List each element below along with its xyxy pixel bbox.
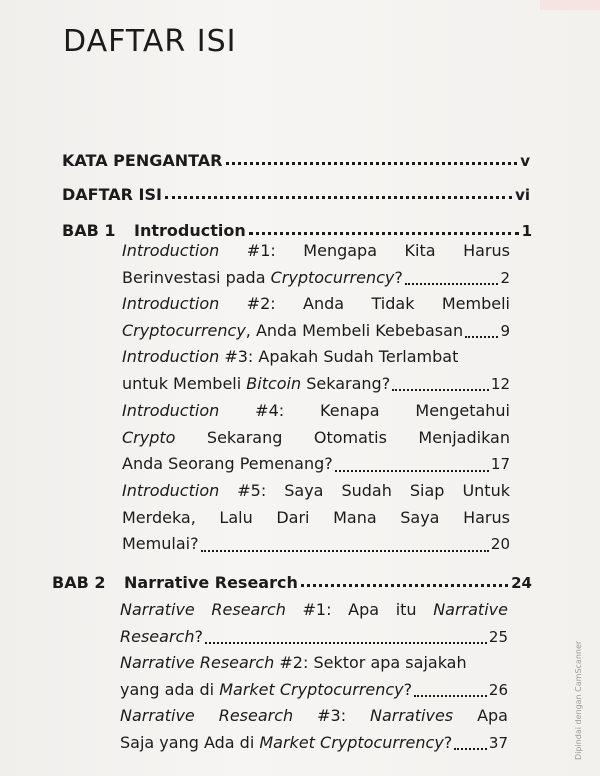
text: Sekarang? [301, 373, 391, 393]
word: Apa [348, 600, 380, 619]
subentry-page: 26 [488, 680, 508, 699]
text: Berinvestasi pada [122, 267, 271, 287]
word: Saya [284, 481, 324, 500]
chapter-page: 1 [521, 222, 532, 240]
word: Crypto [122, 427, 176, 447]
subentry-page: 37 [488, 733, 508, 752]
chapter-title: Introduction [134, 221, 246, 240]
word: Research [211, 600, 286, 619]
text: Cryptocurrency [270, 267, 395, 287]
word: Kenapa [320, 401, 380, 420]
subentry-line [120, 703, 508, 730]
word: #5: [237, 481, 267, 500]
leader-dots [249, 232, 519, 235]
leader-dots [201, 550, 489, 552]
page-edge [540, 0, 600, 10]
word: Introduction [122, 481, 220, 500]
subentry-page: 20 [490, 535, 510, 553]
text: Saja yang Ada di [120, 732, 260, 752]
text: ? [443, 732, 453, 752]
leader-dots [454, 748, 487, 750]
word: #1: [246, 241, 276, 260]
toc-subentry-narrative-2[interactable] [120, 650, 508, 703]
chapter-title: Narrative Research [124, 573, 298, 592]
subentry-line [122, 344, 510, 371]
word: Dari [276, 507, 310, 527]
word: Membeli [441, 294, 510, 313]
text: ? [194, 626, 203, 646]
toc-subentry-intro-2[interactable] [122, 291, 510, 344]
text: Cryptocurrency [122, 320, 246, 340]
leader-dots [226, 162, 518, 165]
subentry-line [122, 238, 510, 265]
word: Untuk [462, 481, 510, 500]
toc-subentry-intro-4[interactable] [122, 398, 510, 478]
word: Narrative [433, 600, 508, 619]
subentry-line [122, 425, 510, 452]
subentry-line [122, 371, 510, 398]
subentry-line [122, 265, 510, 292]
word: Sudah [341, 481, 392, 500]
word: Merdeka, [122, 507, 196, 527]
leader-dots [405, 283, 499, 285]
toc-entry-page: vi [515, 186, 530, 204]
word: Saya [400, 507, 440, 527]
toc-chapter-1[interactable] [62, 212, 532, 240]
text: #3: Apakah Sudah Terlambat [219, 347, 459, 366]
leader-dots [205, 642, 487, 644]
subentry-page: 17 [490, 455, 510, 473]
subentry-line [120, 624, 508, 651]
subentry-line [122, 318, 510, 345]
word: Otomatis [313, 427, 387, 447]
leader-dots [414, 695, 487, 697]
word: Mengapa [303, 241, 378, 260]
word: Siap [409, 481, 445, 500]
text: Introduction [122, 347, 220, 366]
word: #4: [255, 401, 285, 420]
word: Kita [404, 241, 436, 260]
page-title: DAFTAR ISI [63, 24, 237, 59]
text: ? [403, 679, 413, 699]
scanner-watermark: Dipindai dengan CamScanner [574, 640, 583, 760]
toc-subentry-intro-3[interactable] [122, 344, 510, 397]
toc-subentry-intro-5[interactable] [122, 478, 510, 558]
word: Harus [463, 241, 510, 260]
word: Harus [463, 507, 510, 527]
text: Anda Seorang Pemenang? [122, 454, 333, 473]
subentry-page: 12 [490, 374, 510, 393]
subentry-line [122, 478, 510, 505]
text: untuk Membeli [122, 373, 247, 393]
word: Introduction [122, 241, 220, 260]
subentry-page: 25 [488, 627, 508, 646]
word: itu [395, 600, 417, 619]
word: #1: [302, 600, 332, 619]
word: Menjadikan [418, 427, 510, 447]
text: Market Cryptocurrency [259, 732, 444, 752]
leader-dots [335, 470, 489, 472]
subentry-page: 2 [500, 268, 510, 287]
toc-subentry-narrative-3[interactable] [120, 703, 508, 756]
subentry-line [120, 730, 508, 757]
leader-dots [301, 584, 508, 587]
subentry-line [120, 650, 508, 677]
text: ? [394, 267, 403, 287]
text: yang ada di [120, 679, 220, 699]
word: Lalu [219, 507, 253, 527]
toc-entry-daftar-isi[interactable] [62, 176, 530, 204]
subentry-line [120, 677, 508, 704]
text: #2: Sektor apa sajakah [274, 653, 467, 672]
word: Tidak [371, 294, 415, 313]
toc-subentry-intro-1[interactable] [122, 238, 510, 291]
word: #3: [317, 706, 347, 725]
leader-dots [165, 196, 512, 199]
text: Narrative Research [120, 653, 275, 672]
text: , Anda Membeli Kebebasan [245, 320, 464, 340]
text: Bitcoin [246, 373, 302, 393]
subentry-line [122, 398, 510, 425]
subentry-line [122, 505, 510, 532]
subentry-page: 9 [500, 321, 510, 340]
word: Mana [333, 507, 377, 527]
toc-entry-kata-pengantar[interactable] [62, 142, 530, 170]
subentry-line [120, 597, 508, 624]
word: Anda [303, 294, 345, 313]
word: Mengetahui [415, 401, 510, 420]
subentry-line [122, 451, 510, 478]
word: Narrative [120, 600, 195, 619]
toc-chapter-2[interactable] [52, 564, 532, 592]
word: Introduction [122, 401, 220, 420]
word: #2: [246, 294, 276, 313]
word: Introduction [122, 294, 220, 313]
text: Memulai? [122, 534, 199, 553]
text: Market Cryptocurrency [219, 679, 404, 699]
subentry-line [122, 531, 510, 558]
toc-entry-label: DAFTAR ISI [62, 185, 162, 204]
word: Sekarang [206, 427, 283, 447]
text: Research [120, 626, 195, 646]
chapter-page: 24 [511, 574, 532, 592]
word: Research [218, 706, 294, 725]
word: Narratives [370, 706, 454, 725]
word: Apa [477, 706, 508, 725]
chapter-number: BAB 2 [52, 573, 106, 592]
subentry-line [122, 291, 510, 318]
toc-subentry-narrative-1[interactable] [120, 597, 508, 650]
chapter-number: BAB 1 [62, 221, 116, 240]
leader-dots [465, 336, 498, 338]
word: Narrative [120, 706, 195, 725]
leader-dots [392, 389, 489, 391]
toc-entry-page: v [520, 152, 530, 170]
toc-entry-label: KATA PENGANTAR [62, 151, 223, 170]
